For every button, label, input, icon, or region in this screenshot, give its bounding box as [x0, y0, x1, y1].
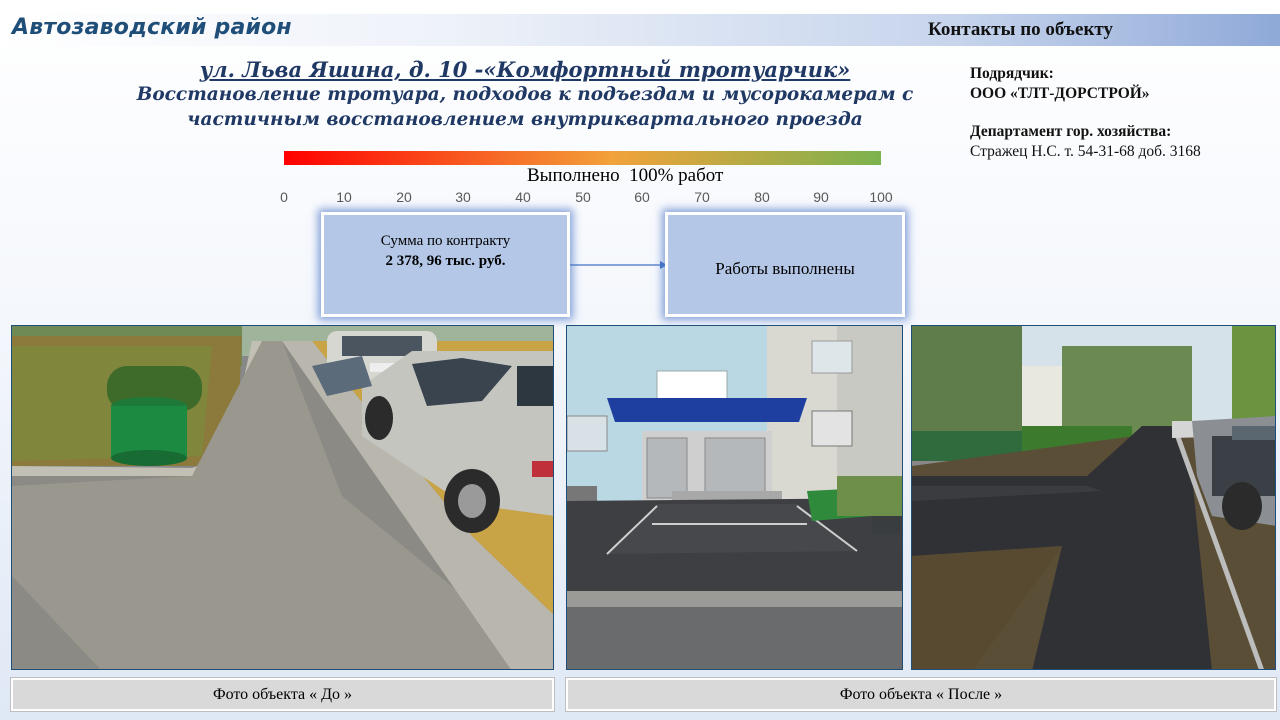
contract-sum-label: Сумма по контракту — [380, 233, 511, 249]
contacts-title: Контакты по объекту — [928, 19, 1113, 40]
progress-tick: 50 — [575, 189, 591, 205]
district-title: Автозаводский район — [12, 15, 292, 40]
photo-after-1 — [566, 325, 903, 670]
arrow-connector — [570, 258, 668, 272]
progress-tick: 100 — [869, 189, 893, 205]
caption-before: Фото объекта « До » — [11, 678, 554, 711]
object-description-line1: Восстановление тротуара, подходов к подъездам и мусорокамерам с — [136, 84, 914, 105]
progress-tick: 10 — [336, 189, 352, 205]
department-label: Департамент гор. хозяйства: — [970, 123, 1172, 140]
object-street-title: ул. Льва Яшина, д. 10 -«Комфортный тротуарчик» — [199, 57, 851, 82]
photo-before — [11, 325, 554, 670]
progress-tick: 80 — [754, 189, 770, 205]
progress-tick: 70 — [694, 189, 710, 205]
caption-after: Фото объекта « После » — [566, 678, 1276, 711]
progress-bar — [284, 151, 881, 165]
contractor-label: Подрядчик: — [970, 65, 1054, 82]
contract-sum-box — [321, 212, 570, 317]
progress-tick: 90 — [813, 189, 829, 205]
progress-label: Выполнено 100% работ — [527, 165, 724, 186]
work-status-box — [665, 212, 905, 317]
progress-scale — [0, 189, 1280, 209]
progress-tick: 40 — [515, 189, 531, 205]
contractor-name: ООО «ТЛТ-ДОРСТРОЙ» — [970, 85, 1150, 102]
department-contact: Стражец Н.С. т. 54-31-68 доб. 3168 — [970, 143, 1201, 160]
progress-tick: 30 — [455, 189, 471, 205]
progress-tick: 60 — [634, 189, 650, 205]
object-description-line2: частичным восстановлением внутриквартального проезда — [187, 109, 863, 130]
photo-after-2 — [911, 325, 1276, 670]
contract-sum-value: 2 378, 96 тыс. руб. — [385, 253, 506, 269]
contacts-panel — [970, 64, 1270, 162]
work-status-text: Работы выполнены — [715, 259, 855, 278]
progress-tick: 0 — [280, 189, 288, 205]
progress-tick: 20 — [396, 189, 412, 205]
